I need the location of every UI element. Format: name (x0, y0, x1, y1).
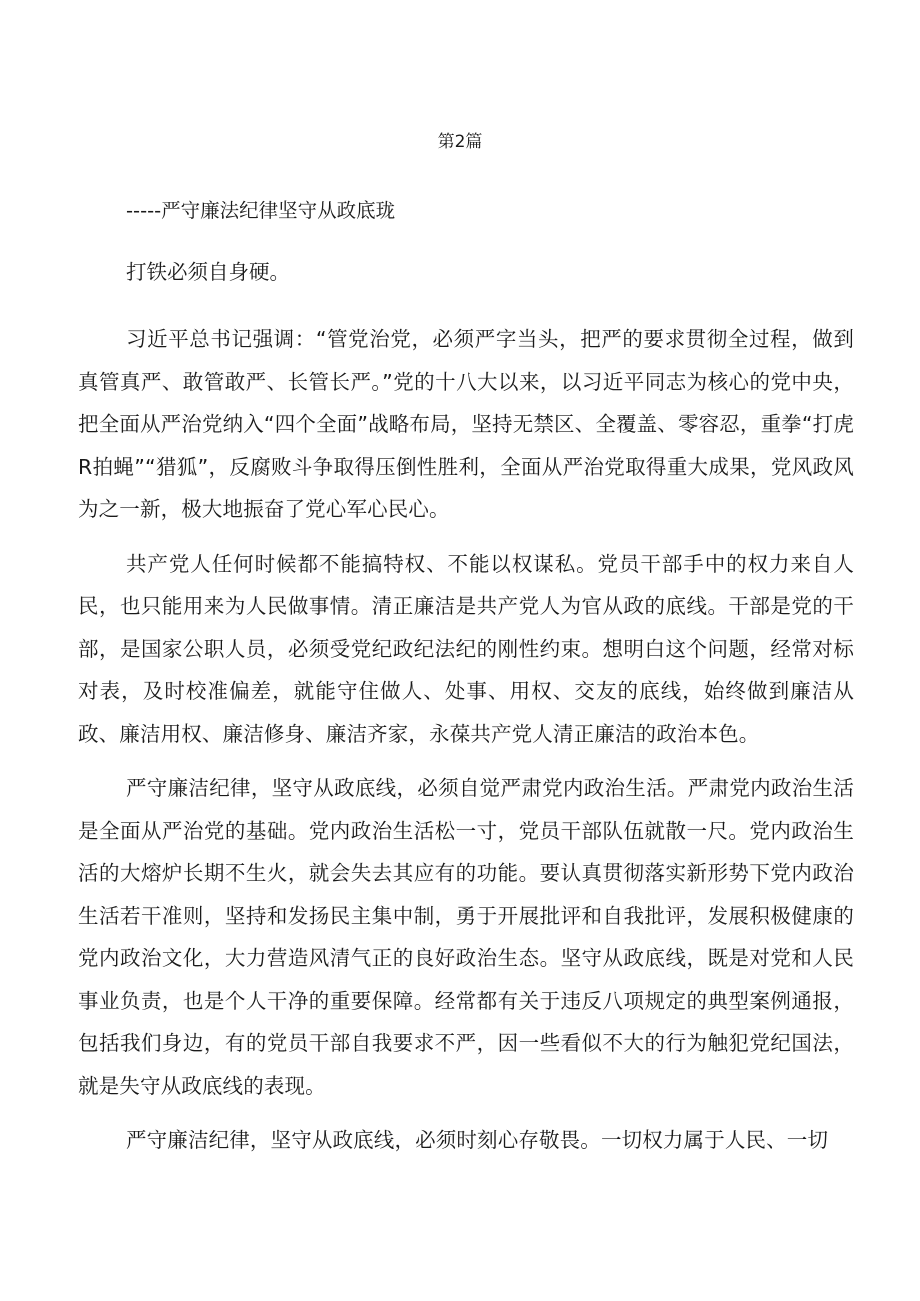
lead-sentence: 打铁必须自身硬。 (126, 260, 290, 284)
paragraph-4: 严守廉洁纪律，坚守从政底线，必须时刻心存敬畏。一切权力属于人民、一切 (126, 1128, 829, 1152)
chapter-label: 第2篇 (437, 132, 483, 152)
document-body (78, 318, 854, 1174)
document-subtitle: -----严守廉法纪律坚守从政底珑 (126, 199, 396, 222)
paragraph-2: 共产党人任何时候都不能搞特权、不能以权谋私。党员干部手中的权力来自人民，也只能用来为人民做事情。清正廉洁是共产党人为官从政的底线。干部是党的干部，是国家公职人员，必须受党纪政纪法纪的刚性约束。想明白这个问题，经常对标对表，及时校准偏差，就能守住做人、处事、用权、交友的底线，始终做到廉洁从政、廉洁用权、廉洁修身、廉洁齐家，永葆共产党人清正廉洁的政治本色。 (78, 551, 854, 746)
paragraph-1: 习近平总书记强调：“管党治党，必须严字当头，把严的要求贯彻全过程，做到真管真严、敢管敢严、长管长严。”党的十八大以来，以习近平同志为核心的党中央，把全面从严治党纳入“四个全面”战略布局，坚持无禁区、全覆盖、零容忍，重拳“打虎R拍蝇”“猎狐”，反腐败斗争取得压倒性胜利，全面从严治党取得重大成果，党风政风为之一新，极大地振奋了党心军心民心。 (78, 327, 854, 521)
paragraph-3: 严守廉洁纪律，坚守从政底线，必须自觉严肃党内政治生活。严肃党内政治生活是全面从严治党的基础。党内政治生活松一寸，党员干部队伍就散一尺。党内政治生活的大熔炉长期不生火，就会失去其应有的功能。要认真贯彻落实新形势下党内政治生活若干准则，坚持和发扬民主集中制，勇于开展批评和自我批评，发展积极健康的党内政治文化，大力营造风清气正的良好政治生态。坚守从政底线，既是对党和人民事业负责，也是个人干净的重要保障。经常都有关于违反八项规定的典型案例通报，包括我们身边，有的党员干部自我要求不严，因一些看似不大的行为触犯党纪国法，就是失守从政底线的表现。 (78, 776, 854, 1098)
